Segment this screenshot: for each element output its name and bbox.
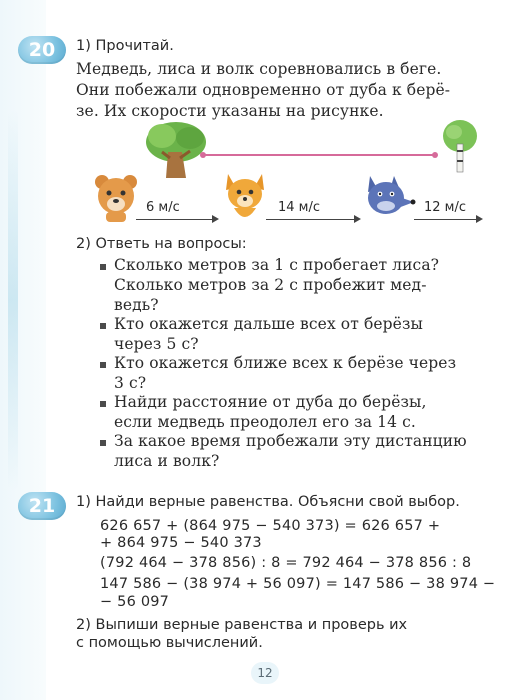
bullet-marker [100, 323, 106, 329]
distance-start-dot [200, 152, 206, 158]
equation-1-line-1: 626 657 + (864 975 − 540 373) = 626 657 + [100, 518, 441, 534]
arrow-icon [476, 215, 483, 223]
task-number-badge-21: 21 [18, 492, 66, 520]
fox-icon [222, 170, 268, 228]
task20-text-line-3: зе. Их скорости указаны на рисунке. [76, 102, 384, 120]
task20-text-line-1: Медведь, лиса и волк соревновались в беге. [76, 60, 442, 78]
task21-part2-line-1: 2) Выпиши верные равенства и проверь их [76, 617, 408, 633]
question-4-line-2: если медведь преодолел его за 14 с. [114, 413, 416, 431]
question-3-line-2: 3 с? [114, 374, 147, 392]
question-1-line-3: ведь? [114, 296, 159, 314]
task-number-badge-20: 20 [18, 36, 66, 64]
wolf-arrow-line [414, 219, 476, 220]
task20-questions-heading: 2) Ответь на вопросы: [76, 236, 247, 252]
birch-tree-icon [440, 118, 480, 174]
question-1-line-1: Сколько метров за 1 с пробегает лиса? [114, 256, 440, 274]
question-4-line-1: Найди расстояние от дуба до берёзы, [114, 393, 427, 411]
arrow-icon [212, 215, 219, 223]
page-number: 12 [251, 662, 279, 684]
task21-part2-line-2: с помощью вычислений. [76, 635, 263, 651]
question-1-line-2: Сколько метров за 2 с пробежит мед- [114, 276, 427, 294]
equation-3-line-2: − 56 097 [100, 594, 170, 610]
question-5-line-1: За какое время пробежали эту дистанцию [114, 432, 467, 450]
bear-speed-label: 6 м/с [146, 200, 180, 215]
question-2-line-2: через 5 с? [114, 335, 199, 353]
bullet-marker [100, 440, 106, 446]
arrow-icon [354, 215, 361, 223]
oak-tree-icon [140, 118, 212, 182]
bear-arrow-line [136, 219, 212, 220]
page-margin-strip [0, 0, 46, 700]
wolf-speed-label: 12 м/с [424, 200, 467, 215]
question-5-line-2: лиса и волк? [114, 452, 220, 470]
bullet-marker [100, 401, 106, 407]
distance-end-dot [432, 152, 438, 158]
question-2-line-1: Кто окажется дальше всех от берёзы [114, 315, 423, 333]
task20-heading: 1) Прочитай. [76, 38, 174, 54]
equation-2: (792 464 − 378 856) : 8 = 792 464 − 378 856 : 8 [100, 555, 472, 571]
task20-text-line-2: Они побежали одновременно от дуба к берё- [76, 81, 451, 99]
bullet-marker [100, 362, 106, 368]
fox-speed-label: 14 м/с [278, 200, 321, 215]
equation-3-line-1: 147 586 − (38 974 + 56 097) = 147 586 − 38 974 − [100, 576, 496, 592]
bear-icon [92, 172, 140, 224]
wolf-icon [362, 170, 416, 224]
bullet-marker [100, 264, 106, 270]
equation-1-line-2: + 864 975 − 540 373 [100, 535, 262, 551]
fox-arrow-line [266, 219, 354, 220]
distance-line [203, 154, 435, 156]
question-3-line-1: Кто окажется ближе всех к берёзе через [114, 354, 457, 372]
task21-heading: 1) Найди верные равенства. Объясни свой выбор. [76, 494, 460, 510]
